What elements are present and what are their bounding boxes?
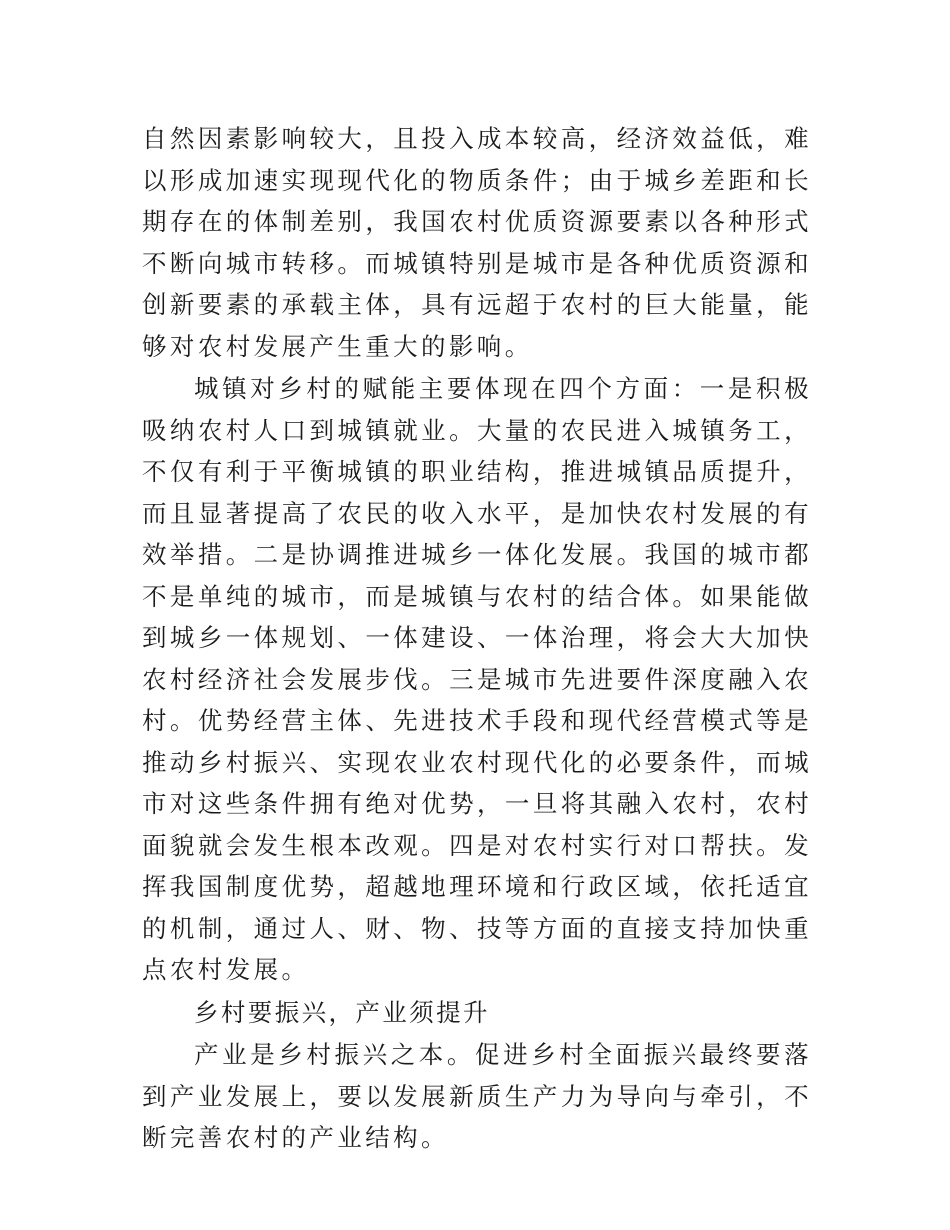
document-page <box>142 118 812 1160</box>
section-heading: 乡村要振兴，产业须提升 <box>194 997 490 1027</box>
paragraph-industry: 产业是乡村振兴之本。促进乡村全面振兴最终要落到产业发展上，要以发展新质生产力为导向与牵引，不断完善农村的产业结构。 <box>142 1040 812 1152</box>
paragraph-continued: 自然因素影响较大，且投入成本较高，经济效益低，难以形成加速实现现代化的物质条件；由于城乡差距和长期存在的体制差别，我国农村优质资源要素以各种形式不断向城市转移。而城镇特别是城市是各种优质资源和创新要素的承载主体，具有远超于农村的巨大能量，能够对农村发展产生重大的影响。 <box>142 124 812 361</box>
paragraph-urban-empowerment: 城镇对乡村的赋能主要体现在四个方面：一是积极吸纳农村人口到城镇就业。大量的农民进入城镇务工，不仅有利于平衡城镇的职业结构，推进城镇品质提升，而且显著提高了农民的收入水平，是加快农村发展的有效举措。二是协调推进城乡一体化发展。我国的城市都不是单纯的城市，而是城镇与农村的结合体。如果能做到城乡一体规划、一体建设、一体治理，将会大大加快农村经济社会发展步伐。三是城市先进要件深度融入农村。优势经营主体、先进技术手段和现代经营模式等是推动乡村振兴、实现农业农村现代化的必要条件，而城市对这些条件拥有绝对优势，一旦将其融入农村，农村面貌就会发生根本改观。四是对农村实行对口帮扶。发挥我国制度优势，超越地理环境和行政区域，依托适宜的机制，通过人、财、物、技等方面的直接支持加快重点农村发展。 <box>142 374 812 984</box>
